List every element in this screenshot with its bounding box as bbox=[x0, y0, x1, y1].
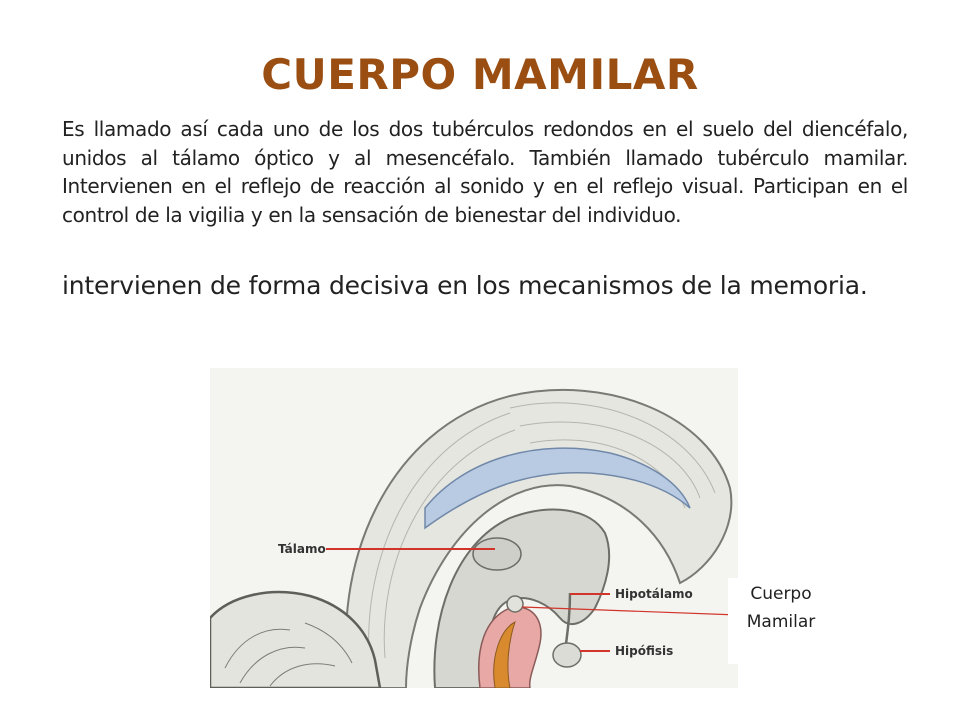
label-hipofisis: Hipófisis bbox=[615, 644, 674, 658]
pituitary-gland bbox=[553, 643, 581, 667]
memory-paragraph: intervienen de forma decisiva en los mecanismos de la memoria. bbox=[62, 271, 868, 300]
cuerpo-mamilar-callout bbox=[728, 578, 834, 664]
label-talamo: Tálamo bbox=[278, 542, 326, 556]
callout-line-1: Cuerpo bbox=[750, 584, 812, 604]
mammillary-body bbox=[507, 596, 523, 612]
callout-line-2: Mamilar bbox=[746, 612, 816, 632]
brain-diagram bbox=[210, 368, 738, 688]
slide-title: CUERPO MAMILAR bbox=[261, 50, 699, 99]
description-paragraph: Es llamado así cada uno de los dos tubérculos redondos en el suelo del diencéfalo, unidos al tálamo óptico y al mesencéfalo. También llamado tubérculo mamilar. Intervienen en el reflejo de reacción al sonido y en el reflejo visual. Participan en el control de la vigilia y en la sensación de bienestar del individuo. bbox=[62, 117, 908, 227]
thalamus-body bbox=[473, 538, 521, 570]
label-hipotalamo: Hipotálamo bbox=[615, 587, 693, 601]
